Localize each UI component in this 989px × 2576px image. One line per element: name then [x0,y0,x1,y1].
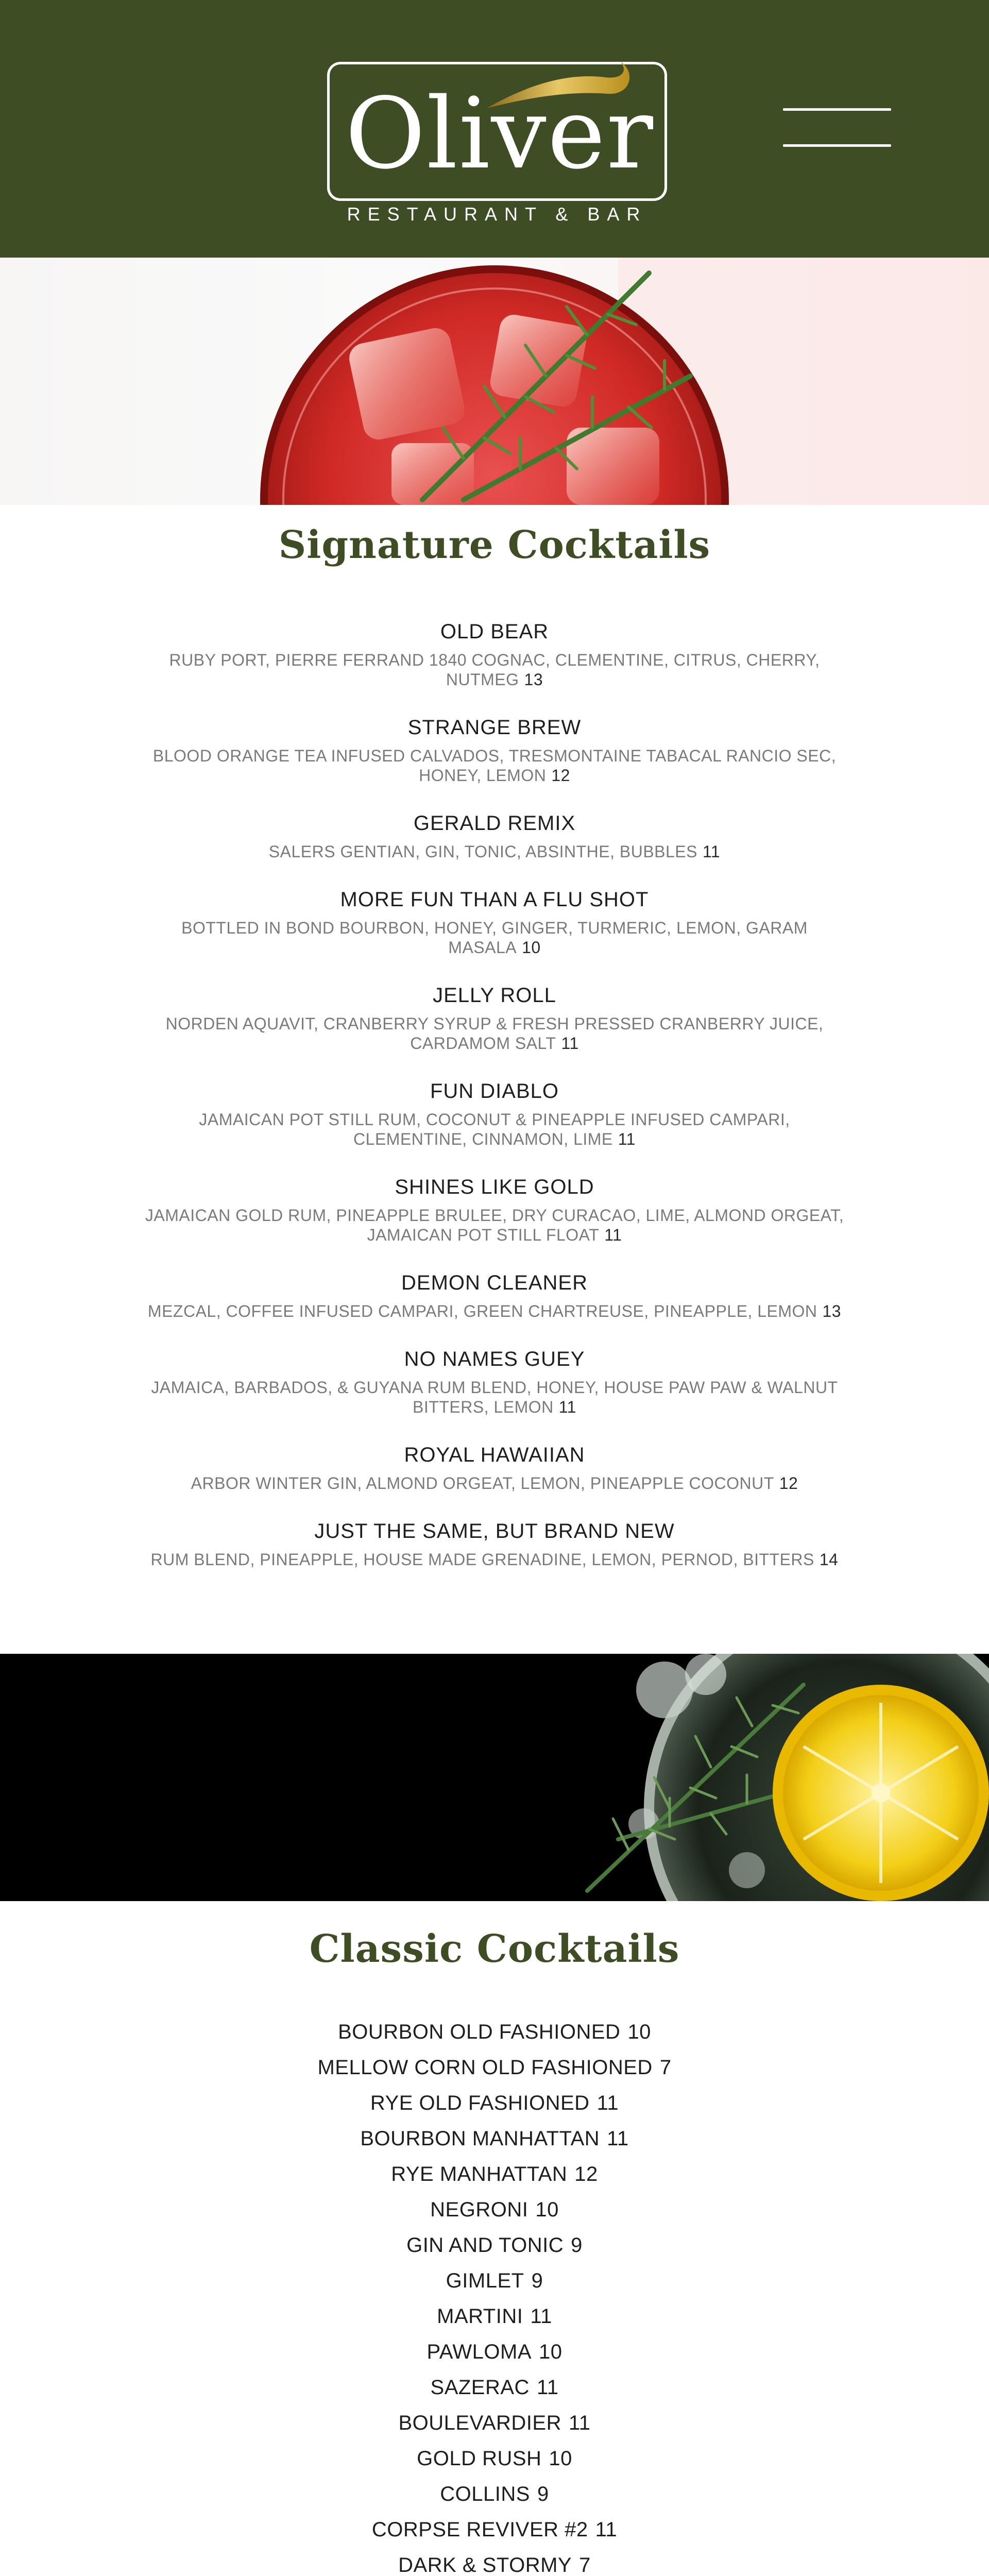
signature-cocktail-list [144,618,845,1594]
cocktail-price: 10 [627,2021,651,2043]
cocktail-price: 11 [595,2518,618,2541]
cocktail-name: MORE FUN THAN A FLU SHOT [340,888,649,911]
classic-cocktail-list [0,2014,989,2576]
cocktail-name: FUN DIABLO [430,1080,559,1103]
cocktail-name: MARTINI [437,2305,523,2328]
cocktail-name: STRANGE BREW [407,716,582,739]
cocktail-name: JUST THE SAME, BUT BRAND NEW [314,1520,675,1543]
list-item [0,2334,989,2370]
cocktail-name: NO NAMES GUEY [404,1348,585,1370]
cocktail-name: GERALD REMIX [413,812,576,835]
cocktail-price: 9 [571,2234,583,2257]
hamburger-line [783,144,891,147]
cocktail-name: COLLINS [440,2483,530,2505]
cocktail-name: GIMLET [446,2269,524,2292]
cocktail-description [144,746,845,785]
list-item [0,2477,989,2512]
cocktail-price: 13 [524,670,543,689]
list-item [0,2405,989,2441]
red-cocktail-hero-image [0,258,989,505]
cocktail-description [144,1110,845,1149]
cocktail-price: 11 [561,1034,579,1053]
cocktail-price: 7 [659,2056,672,2079]
cocktail-ingredients: MEZCAL, COFFEE INFUSED CAMPARI, GREEN CHARTREUSE, PINEAPPLE, LEMON [147,1302,817,1320]
cocktail-description [144,842,845,861]
list-item [0,2228,989,2263]
list-item [144,1442,845,1493]
cocktail-price: 9 [531,2269,543,2292]
hamburger-line [783,108,891,111]
cocktail-price: 11 [568,2412,591,2434]
cocktail-name: RYE MANHATTAN [391,2163,568,2185]
brand-name: Oliver [345,77,654,191]
cocktail-ingredients: NORDEN AQUAVIT, CRANBERRY SYRUP & FRESH PRESSED CRANBERRY JUICE, CARDAMOM SALT [165,1014,824,1053]
cocktail-price: 9 [537,2483,549,2505]
cocktail-price: 10 [539,2341,562,2363]
cocktail-price: 10 [549,2447,572,2470]
list-item [144,982,845,1053]
list-item [144,1174,845,1245]
cocktail-price: 11 [618,1130,636,1148]
cocktail-description [144,1473,845,1493]
cocktail-price: 12 [574,2163,598,2185]
cocktail-name: DEMON CLEANER [401,1272,588,1294]
list-item [0,2370,989,2405]
list-item [0,2441,989,2477]
cocktail-ingredients: BLOOD ORANGE TEA INFUSED CALVADOS, TRESMONTAINE TABACAL RANCIO SEC, HONEY, LEMON [152,747,837,785]
cocktail-ingredients: JAMAICAN GOLD RUM, PINEAPPLE BRULEE, DRY CURACAO, LIME, ALMOND ORGEAT, JAMAICAN POT STILL FLOAT [145,1206,844,1244]
cocktail-price: 14 [819,1550,839,1569]
cocktail-price: 10 [522,938,541,957]
cocktail-price: 12 [779,1474,798,1493]
cocktail-ingredients: JAMAICA, BARBADOS, & GUYANA RUM BLEND, HONEY, HOUSE PAW PAW & WALNUT BITTERS, LEMON [151,1378,838,1416]
list-item [0,2263,989,2299]
red-cocktail-illustration [0,258,989,505]
signature-section-title: Signature Cocktails [278,523,711,567]
list-item [144,1518,845,1569]
list-item [144,618,845,689]
cocktail-name: MELLOW CORN OLD FASHIONED [317,2056,653,2079]
cocktail-description [144,1378,845,1417]
cocktail-price: 11 [596,2092,619,2114]
cocktail-price: 11 [536,2376,559,2399]
cocktail-name: GOLD RUSH [417,2447,542,2470]
list-item [0,2512,989,2548]
cocktail-name: SHINES LIKE GOLD [395,1176,594,1198]
cocktail-price: 12 [551,766,570,785]
classic-section-title: Classic Cocktails [309,1927,680,1971]
list-item [0,2086,989,2121]
list-item [0,2050,989,2086]
cocktail-name: ROYAL HAWAIIAN [404,1444,585,1466]
cocktail-ingredients: ARBOR WINTER GIN, ALMOND ORGEAT, LEMON, PINEAPPLE COCONUT [191,1474,774,1493]
cocktail-price: 11 [530,2305,552,2328]
cocktail-ingredients: RUM BLEND, PINEAPPLE, HOUSE MADE GRENADINE, LEMON, PERNOD, BITTERS [150,1550,814,1569]
cocktail-ingredients: RUBY PORT, PIERRE FERRAND 1840 COGNAC, CLEMENTINE, CITRUS, CHERRY, NUTMEG [169,651,820,689]
gin-tonic-hero-image [0,1654,989,1901]
cocktail-price: 11 [702,842,721,861]
cocktail-name: BOULEVARDIER [398,2412,561,2434]
cocktail-name: SAZERAC [430,2376,530,2399]
cocktail-description [144,918,845,957]
list-item [144,714,845,785]
cocktail-price: 11 [604,1226,622,1244]
list-item [0,2014,989,2050]
cocktail-name: BOURBON OLD FASHIONED [338,2021,621,2043]
cocktail-description [144,1550,845,1569]
cocktail-name: JELLY ROLL [433,984,556,1007]
gin-tonic-illustration [0,1654,989,1901]
cocktail-ingredients: BOTTLED IN BOND BOURBON, HONEY, GINGER, TURMERIC, LEMON, GARAM MASALA [181,919,808,957]
cocktail-description [144,650,845,689]
cocktail-price: 11 [558,1398,576,1416]
list-item [144,1346,845,1417]
cocktail-name: NEGRONI [430,2198,528,2221]
cocktail-description [144,1206,845,1245]
cocktail-name: PAWLOMA [427,2341,532,2363]
cocktail-name: OLD BEAR [440,620,549,643]
list-item [0,2121,989,2157]
brand-logo[interactable] [327,62,667,225]
cocktail-price: 10 [535,2198,559,2221]
list-item [144,1078,845,1149]
cocktail-name: RYE OLD FASHIONED [370,2092,590,2114]
list-item [0,2157,989,2192]
brand-tagline: RESTAURANT & BAR [327,204,667,225]
cocktail-description [144,1014,845,1053]
cocktail-ingredients: JAMAICAN POT STILL RUM, COCONUT & PINEAPPLE INFUSED CAMPARI, CLEMENTINE, CINNAMON, LIME [199,1110,790,1148]
cocktail-ingredients: SALERS GENTIAN, GIN, TONIC, ABSINTHE, BUBBLES [268,842,697,861]
cocktail-price: 13 [822,1302,842,1320]
cocktail-name: BOURBON MANHATTAN [360,2127,600,2150]
list-item [144,886,845,957]
cocktail-price: 11 [607,2127,629,2150]
cocktail-name: DARK & STORMY [398,2554,572,2576]
cocktail-name: CORPSE REVIVER #2 [371,2518,588,2541]
list-item [144,1269,845,1321]
hamburger-menu-icon[interactable] [783,108,891,152]
cocktail-price: 7 [579,2554,591,2576]
list-item [0,2299,989,2334]
site-header [0,0,989,258]
cocktail-description [144,1301,845,1321]
list-item [0,2192,989,2228]
cocktail-name: GIN AND TONIC [406,2234,564,2257]
list-item [144,810,845,861]
list-item [0,2548,989,2576]
